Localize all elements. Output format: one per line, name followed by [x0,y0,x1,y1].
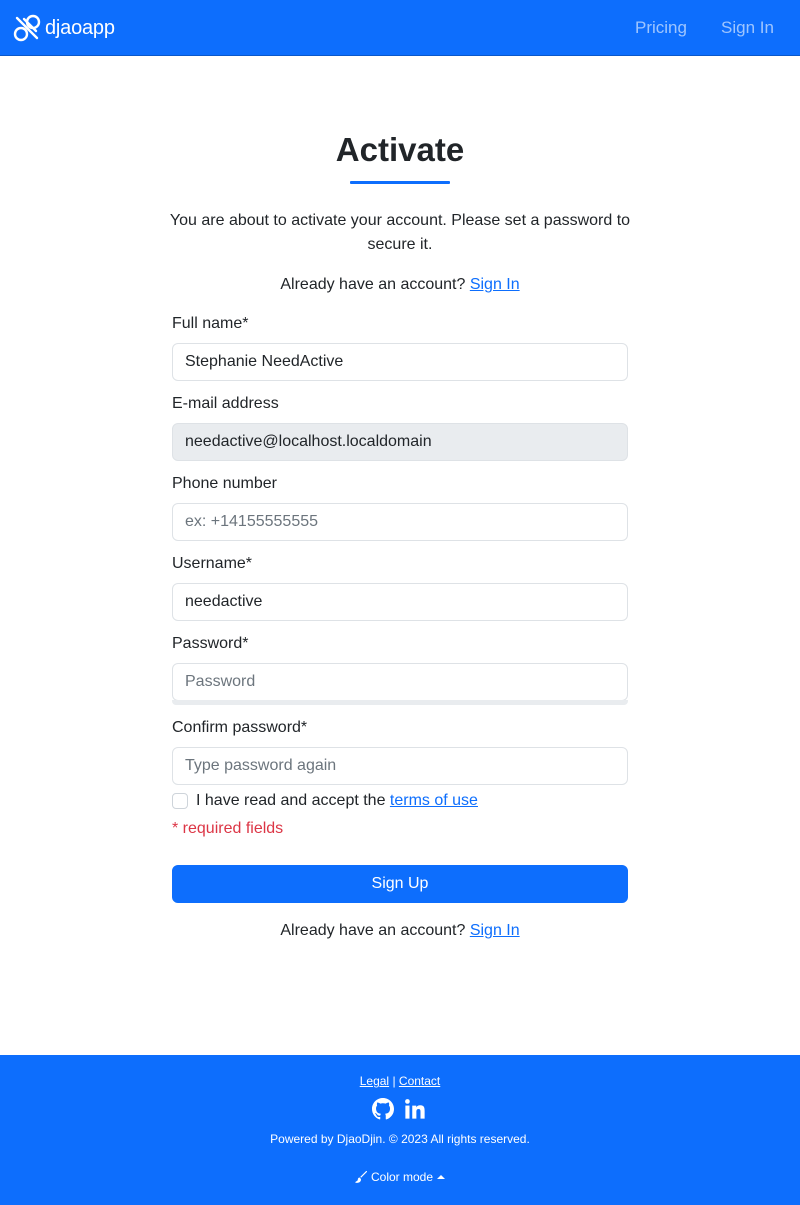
already-have-account-text: Already have an account? [280,276,466,293]
sign-up-button[interactable]: Sign Up [172,865,628,903]
caret-up-icon [437,1173,445,1181]
email-label: E-mail address [172,395,279,412]
footer-separator: | [392,1074,396,1088]
paintbrush-icon [355,1171,367,1183]
site-footer [0,1055,800,1205]
footer-links [0,1073,800,1089]
top-navbar [0,0,800,56]
title-underline [350,181,450,184]
already-have-account-bottom [172,919,628,943]
already-have-account-text: Already have an account? [280,922,466,939]
github-icon [372,1098,394,1120]
required-fields-note: * required fields [172,820,284,837]
linkedin-icon [404,1098,426,1120]
lead-text: You are about to activate your account. Please set a password to secure it. [169,212,631,253]
confirm-password-label: Confirm password* [172,719,308,736]
color-mode-label: Color mode [370,1170,434,1184]
brand-name: djaoapp [45,17,115,39]
confirm-password-input[interactable] [172,747,628,785]
phone-label: Phone number [172,475,277,492]
full-name-label: Full name* [172,315,249,332]
copyright-text: . © 2023 All rights reserved. [382,1132,530,1146]
terms-checkbox[interactable] [172,793,188,809]
sign-in-link-bottom[interactable]: Sign In [469,922,520,939]
email-input[interactable] [172,423,628,461]
password-label: Password* [172,635,249,652]
full-name-input[interactable] [172,343,628,381]
page-title: Activate [335,131,465,168]
djaodjin-link[interactable]: DjaoDjin [336,1132,383,1146]
powered-prefix: Powered by [270,1132,334,1146]
nav-pricing-link[interactable]: Pricing [635,18,687,37]
password-input[interactable] [172,663,628,701]
username-label: Username* [172,555,253,572]
terms-row [172,789,478,813]
username-input[interactable] [172,583,628,621]
phone-input[interactable] [172,503,628,541]
linkedin-link[interactable] [404,1098,426,1120]
terms-of-use-link[interactable]: terms of use [389,792,478,809]
password-strength-meter [172,700,628,705]
nav-sign-in-link[interactable]: Sign In [721,18,774,37]
legal-link[interactable]: Legal [359,1074,390,1088]
sign-in-link-top[interactable]: Sign In [469,276,520,293]
contact-link[interactable]: Contact [398,1074,441,1088]
powered-by [0,1131,800,1147]
djaoapp-logo-icon [12,13,42,43]
terms-text: I have read and accept the [196,792,386,809]
color-mode-toggle[interactable] [0,1169,800,1187]
social-links [372,1098,426,1120]
brand-link[interactable] [12,13,115,43]
github-link[interactable] [372,1098,394,1120]
already-have-account-top [172,273,628,297]
